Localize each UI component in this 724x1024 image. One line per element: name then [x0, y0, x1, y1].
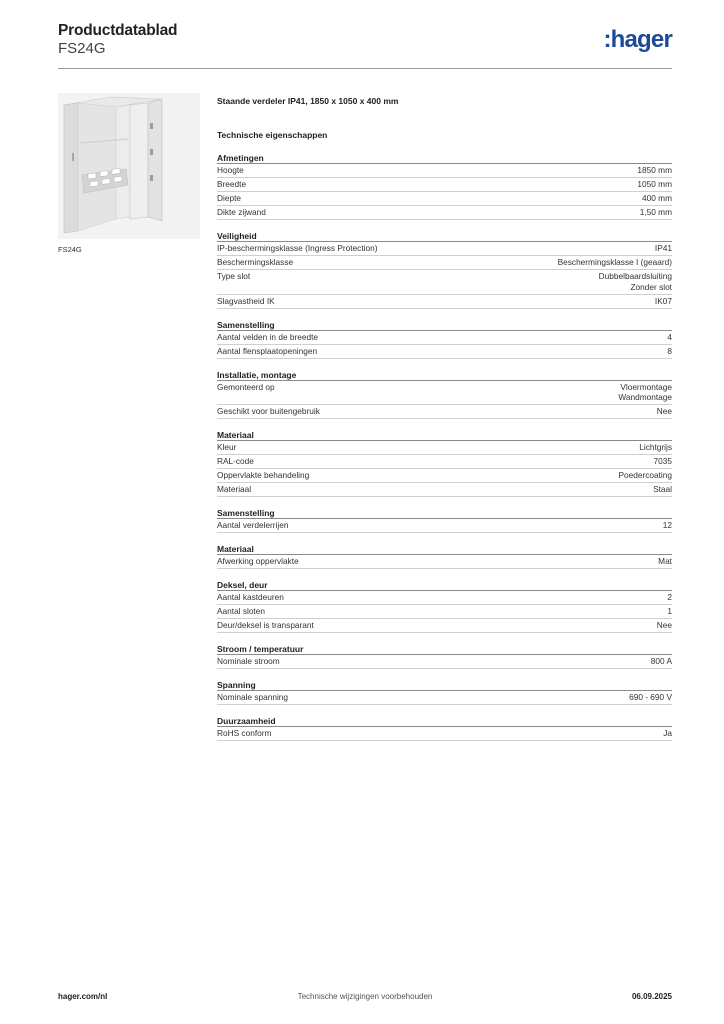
- spec-value: [657, 620, 672, 631]
- spec-label: RAL-code: [217, 456, 254, 467]
- section-title: Afmetingen: [217, 151, 672, 164]
- spec-sections: [217, 151, 672, 741]
- spec-row: [217, 441, 672, 455]
- spec-label: IP-beschermingsklasse (Ingress Protection): [217, 243, 378, 253]
- spec-row: [217, 270, 672, 295]
- spec-label: Kleur: [217, 442, 237, 453]
- spec-label: Oppervlakte behandeling: [217, 470, 310, 481]
- spec-value: [558, 257, 672, 268]
- spec-value-line: Staal: [653, 484, 672, 495]
- spec-value-line: 690 - 690 V: [629, 692, 672, 703]
- section-title: Installatie, montage: [217, 368, 672, 381]
- page-title: Productdatablad: [58, 22, 178, 39]
- product-image: [58, 93, 200, 239]
- spec-value-line: 1,50 mm: [639, 207, 672, 217]
- spec-section: [217, 542, 672, 569]
- spec-value: [637, 179, 672, 190]
- spec-row: [217, 164, 672, 178]
- spec-value: [654, 456, 672, 467]
- spec-row: [217, 555, 672, 569]
- spec-row: [217, 469, 672, 483]
- spec-value: [658, 556, 672, 567]
- spec-value: [667, 346, 672, 357]
- spec-row: [217, 605, 672, 619]
- spec-section: [217, 318, 672, 359]
- spec-value: [655, 296, 672, 307]
- spec-label: Aantal sloten: [217, 606, 265, 617]
- spec-value-line: 7035: [653, 456, 672, 467]
- spec-content: [217, 96, 672, 750]
- footer-date: 06.09.2025: [631, 992, 672, 1001]
- spec-value-line: Mat: [658, 556, 672, 567]
- spec-label: Breedte: [217, 179, 247, 189]
- spec-section: [217, 506, 672, 533]
- footer-disclaimer: Technische wijzigingen voorbehouden: [297, 992, 433, 1001]
- spec-row: [217, 178, 672, 192]
- footer-website: hager.com/nl: [58, 992, 108, 1001]
- section-title: Materiaal: [217, 542, 672, 555]
- spec-row: [217, 591, 672, 605]
- spec-row: [217, 519, 672, 533]
- spec-value: [618, 470, 672, 481]
- spec-value: [642, 193, 672, 204]
- spec-label: Aantal verdelerrijen: [217, 520, 289, 531]
- spec-value-line: 1850 mm: [637, 165, 672, 175]
- spec-section: [217, 428, 672, 497]
- spec-label: Materiaal: [217, 484, 252, 495]
- spec-value-line: Nee: [656, 406, 672, 417]
- spec-label: Aantal flensplaatopeningen: [217, 345, 318, 356]
- spec-label: Aantal velden in de breedte: [217, 331, 319, 342]
- spec-section: [217, 714, 672, 741]
- cabinet-illustration: [58, 93, 200, 239]
- spec-row: [217, 256, 672, 270]
- spec-value: [640, 207, 672, 218]
- spec-row: [217, 331, 672, 345]
- hager-logo: :hager: [603, 26, 672, 53]
- spec-value: [667, 592, 672, 603]
- spec-label: Beschermingsklasse: [217, 257, 294, 267]
- spec-value: [639, 442, 672, 453]
- spec-label: Nominale spanning: [217, 692, 289, 703]
- spec-section: [217, 678, 672, 705]
- spec-value-line: Dubbelbaardsluiting: [598, 271, 672, 281]
- spec-section: [217, 229, 672, 309]
- spec-label: Geschikt voor buitengebruik: [217, 406, 320, 417]
- spec-label: Afwerking oppervlakte: [217, 556, 299, 567]
- spec-label: Hoogte: [217, 165, 244, 175]
- spec-section: [217, 642, 672, 669]
- spec-label: Type slot: [217, 271, 251, 281]
- spec-value-line: Nee: [656, 620, 672, 631]
- spec-value: [663, 728, 672, 739]
- section-title: Stroom / temperatuur: [217, 642, 672, 655]
- spec-value-line: 4: [667, 331, 672, 342]
- product-code: FS24G: [58, 40, 106, 57]
- technical-properties-title: Technische eigenschappen: [217, 130, 328, 140]
- image-caption: FS24G: [58, 245, 82, 254]
- spec-row: [217, 655, 672, 669]
- spec-row: [217, 455, 672, 469]
- spec-value: [629, 692, 672, 703]
- product-description: Staande verdeler IP41, 1850 x 1050 x 400 mm: [217, 96, 399, 106]
- spec-row: [217, 619, 672, 633]
- spec-row: [217, 405, 672, 419]
- spec-value-line: 1050 mm: [637, 179, 672, 189]
- section-title: Duurzaamheid: [217, 714, 672, 727]
- spec-value-line: Wandmontage: [618, 392, 672, 403]
- spec-label: Slagvastheid IK: [217, 295, 275, 306]
- spec-value-line: Beschermingsklasse I (geaard): [557, 257, 672, 267]
- spec-row: [217, 381, 672, 406]
- spec-label: Aantal kastdeuren: [217, 592, 284, 603]
- spec-value-line: IK07: [654, 295, 672, 306]
- spec-value: [667, 332, 672, 343]
- spec-section: [217, 151, 672, 220]
- spec-value-line: IP41: [654, 243, 672, 253]
- spec-section: [217, 578, 672, 633]
- spec-value-line: Vloermontage: [620, 381, 672, 392]
- spec-value-line: 400 mm: [642, 193, 672, 203]
- section-title: Spanning: [217, 678, 672, 691]
- spec-row: [217, 483, 672, 497]
- spec-value: [653, 484, 672, 495]
- spec-value: [667, 606, 672, 617]
- spec-value-line: 8: [667, 345, 672, 356]
- spec-row: [217, 295, 672, 309]
- spec-label: Nominale stroom: [217, 656, 280, 667]
- spec-value: [657, 406, 672, 417]
- spec-value: [651, 656, 672, 667]
- spec-row: [217, 206, 672, 220]
- section-title: Veiligheid: [217, 229, 672, 242]
- spec-value-line: Ja: [663, 728, 672, 739]
- spec-label: Diepte: [217, 193, 241, 203]
- spec-label: Gemonteerd op: [217, 381, 275, 392]
- spec-row: [217, 242, 672, 256]
- spec-value-line: Lichtgrijs: [639, 442, 672, 453]
- spec-value-line: 2: [667, 592, 672, 603]
- spec-value: [663, 520, 672, 531]
- section-title: Samenstelling: [217, 318, 672, 331]
- section-title: Samenstelling: [217, 506, 672, 519]
- spec-value-line: Zonder slot: [630, 281, 672, 292]
- spec-row: [217, 345, 672, 359]
- spec-row: [217, 192, 672, 206]
- spec-value: [599, 271, 672, 293]
- spec-row: [217, 727, 672, 741]
- header-divider: [58, 68, 672, 69]
- section-title: Materiaal: [217, 428, 672, 441]
- spec-value-line: Poedercoating: [618, 470, 672, 481]
- spec-value-line: 800 A: [650, 656, 672, 667]
- spec-label: Deur/deksel is transparant: [217, 620, 314, 631]
- spec-value-line: 12: [662, 520, 672, 531]
- spec-value: [655, 243, 672, 254]
- spec-label: Dikte zijwand: [217, 207, 266, 217]
- spec-label: RoHS conform: [217, 728, 272, 739]
- section-title: Deksel, deur: [217, 578, 672, 591]
- spec-value: [637, 165, 672, 176]
- spec-section: [217, 368, 672, 420]
- spec-value-line: 1: [667, 606, 672, 617]
- spec-value: [618, 382, 672, 404]
- spec-row: [217, 691, 672, 705]
